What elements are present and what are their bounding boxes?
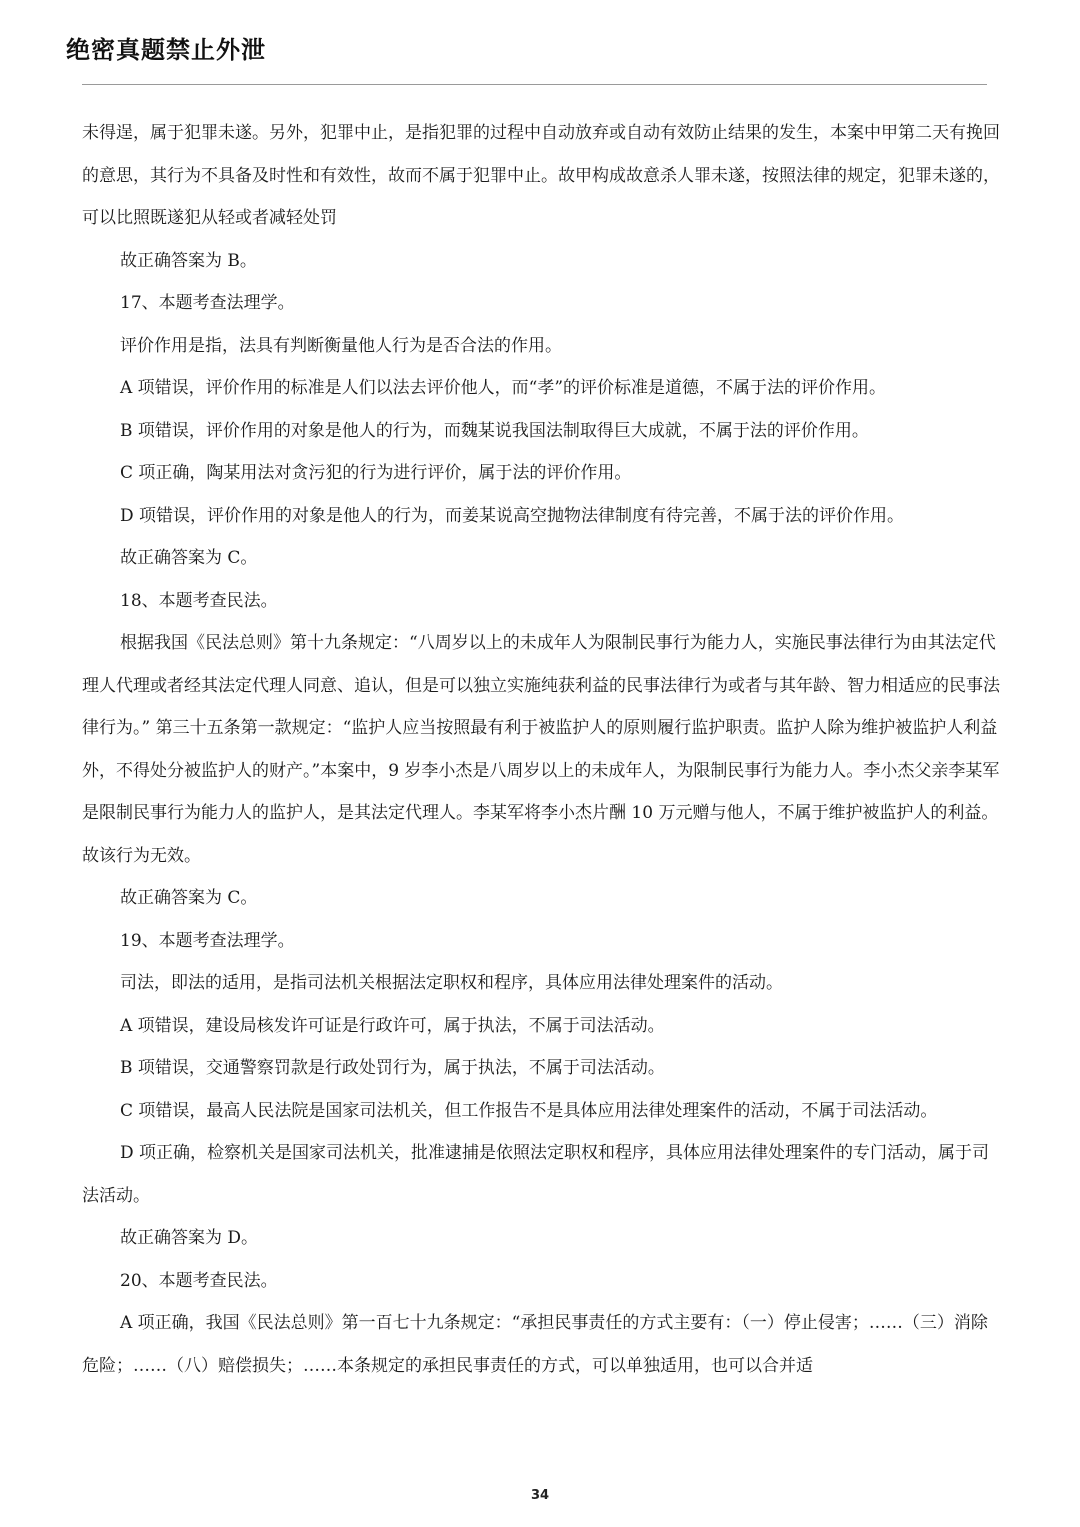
paragraph: A 项正确，我国《民法总则》第一百七十九条规定：“承担民事责任的方式主要有：（一）停止侵害；……（三）消除危险；……（八）赔偿损失；……本条规定的承担民事责任的方式，可以单独适用，也可以合并适 [82, 1313, 988, 1376]
paragraph: 17、本题考查法理学。 [120, 293, 295, 313]
paragraph: B 项错误，评价作用的对象是他人的行为，而魏某说我国法制取得巨大成就，不属于法的评价作用。 [120, 420, 869, 441]
paragraph: 故正确答案为 C。 [120, 888, 258, 908]
paragraph: B 项错误，交通警察罚款是行政处罚行为，属于执法，不属于司法活动。 [120, 1058, 665, 1078]
header-divider [82, 84, 987, 85]
paragraph: D 项错误，评价作用的对象是他人的行为，而姜某说高空抛物法律制度有待完善，不属于法的评价作用。 [120, 505, 905, 526]
paragraph: 故正确答案为 B。 [120, 250, 257, 271]
paragraph: 未得逞，属于犯罪未遂。另外，犯罪中止，是指犯罪的过程中自动放弃或自动有效防止结果的发生，本案中甲第二天有挽回的意思，其行为不具备及时性和有效性，故而不属于犯罪中止。故甲构成故意杀人罪未遂，按照法律的规定，犯罪未遂的，可以比照既遂犯从轻或者减轻处罚 [82, 123, 1000, 228]
paragraph: C 项错误，最高人民法院是国家司法机关，但工作报告不是具体应用法律处理案件的活动，不属于司法活动。 [120, 1100, 938, 1121]
paragraph: 故正确答案为 C。 [120, 548, 258, 568]
paragraph: A 项错误，评价作用的标准是人们以法去评价他人，而“孝”的评价标准是道德，不属于法的评价作用。 [120, 378, 887, 398]
page-number: 34 [530, 1488, 550, 1503]
paragraph: 18、本题考查民法。 [120, 590, 278, 611]
document-body [82, 112, 1002, 1387]
paragraph: 19、本题考查法理学。 [120, 930, 295, 951]
paragraph: A 项错误，建设局核发许可证是行政许可，属于执法，不属于司法活动。 [120, 1015, 665, 1036]
paragraph: 评价作用是指，法具有判断衡量他人行为是否合法的作用。 [120, 335, 562, 356]
paragraph: 20、本题考查民法。 [120, 1270, 278, 1291]
paragraph: 故正确答案为 D。 [120, 1228, 259, 1248]
paragraph: C 项正确，陶某用法对贪污犯的行为进行评价，属于法的评价作用。 [120, 463, 632, 483]
paragraph: D 项正确，检察机关是国家司法机关，批准逮捕是依照法定职权和程序，具体应用法律处理案件的专门活动，属于司法活动。 [82, 1143, 990, 1206]
paragraph: 司法，即法的适用，是指司法机关根据法定职权和程序，具体应用法律处理案件的活动。 [120, 973, 783, 993]
paragraph: 根据我国《民法总则》第十九条规定：“八周岁以上的未成年人为限制民事行为能力人，实施民事法律行为由其法定代理人代理或者经其法定代理人同意、追认，但是可以独立实施纯获利益的民事法律行为或者与其年龄、智力相适应的民事法律行为。” 第三十五条第一款规定：“监护人应当按照最有利于被监护人的原则履行监护职责。监护人除为维护被监护人利益外，不得处分被监护人的财产。”本案中，9 岁李小杰是八周岁以上的未成年人，为限制民事行为能力人。李小杰父亲李某军是限制民事行为能力人的监护人，是其法定代理人。李某军将李小杰片酬 10 万元赠与他人，不属于维护被监护人的利益。故该行为无效。 [82, 633, 1000, 866]
page-header-title: 绝密真题禁止外泄 [66, 36, 266, 64]
